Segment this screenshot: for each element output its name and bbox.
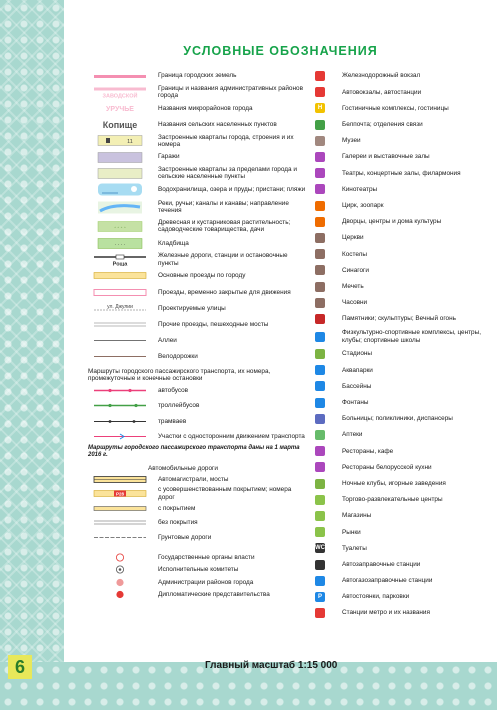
poi-icon bbox=[302, 201, 338, 211]
poi-icon bbox=[302, 298, 338, 308]
legend-label: Государственные органы власти bbox=[158, 553, 255, 561]
legend-label: Памятники; скульптуры; Вечный огонь bbox=[342, 315, 456, 323]
legend-item-poi bbox=[302, 492, 497, 508]
poi-icon bbox=[302, 381, 338, 391]
legend-item-poi bbox=[302, 589, 497, 605]
legend-label: Аптеки bbox=[342, 431, 363, 439]
symbol-sample: ЗАВОДСКОЙ bbox=[102, 93, 138, 99]
transport-heading: Маршруты городского пассажирского транспорта, их номера, промежуточные и конечные остановки bbox=[88, 368, 271, 383]
paved-road-symbol bbox=[86, 502, 154, 515]
legend-label: Автостоянки, парковки bbox=[342, 593, 410, 601]
closed-road-symbol bbox=[86, 286, 154, 299]
poi-icon bbox=[302, 120, 338, 130]
legend-label: Торгово-развлекательные центры bbox=[342, 496, 443, 504]
legend-label: Белпочта; отделения связи bbox=[342, 121, 423, 128]
poi-icon bbox=[302, 71, 338, 81]
legend-label: Мечеть bbox=[342, 282, 364, 290]
legend-label: Водохранилища, озера и пруды; пристани; пляжи bbox=[158, 185, 306, 193]
legend-item-poi bbox=[302, 278, 497, 294]
legend-item-poi bbox=[302, 133, 497, 149]
legend-right-column bbox=[302, 68, 497, 621]
legend-label: Кинотеатры bbox=[342, 185, 378, 193]
poi-icon bbox=[302, 332, 338, 342]
legend-item-poi bbox=[302, 411, 497, 427]
poi-icon bbox=[302, 527, 338, 537]
poi-icon bbox=[302, 462, 338, 472]
improved-road-symbol bbox=[86, 487, 154, 500]
poi-icon bbox=[302, 152, 338, 162]
trolleybus-symbol bbox=[86, 399, 154, 412]
roads-heading: Автомобильные дороги bbox=[148, 464, 218, 472]
legend-label: Бассейны bbox=[342, 382, 372, 390]
legend-item-poi bbox=[302, 246, 497, 262]
legend-label: Театры, концертные залы, филармония bbox=[342, 169, 461, 177]
legend-item-planned-street bbox=[86, 300, 306, 316]
legend-item-poi bbox=[302, 378, 497, 394]
legend-item-dirt-road bbox=[86, 530, 306, 545]
legend-item-poi bbox=[302, 443, 497, 459]
poi-icon bbox=[302, 217, 338, 227]
poi-icon: H bbox=[302, 103, 338, 113]
legend-item-village-name bbox=[86, 117, 306, 133]
legend-item-poi bbox=[302, 295, 497, 311]
legend-item-trolleybus bbox=[86, 398, 306, 414]
legend-label: Исполнительные комитеты bbox=[158, 566, 239, 574]
legend-item-poi bbox=[302, 508, 497, 524]
legend-item-poi bbox=[302, 262, 497, 278]
legend-label: Автовокзалы, автостанции bbox=[342, 88, 422, 96]
city-border-symbol bbox=[86, 70, 154, 83]
legend-label: Грунтовые дороги bbox=[158, 533, 212, 541]
legend-item-other-road bbox=[86, 316, 306, 332]
legend-item-poi bbox=[302, 198, 497, 214]
legend-item-alley bbox=[86, 333, 306, 349]
legend-item-closed-road bbox=[86, 284, 306, 300]
legend-label: Граница городских земель bbox=[158, 72, 237, 80]
poi-icon bbox=[302, 136, 338, 146]
svg-text:Роща: Роща bbox=[112, 261, 128, 267]
legend-label: Прочие проезды, пешеходные мосты bbox=[158, 320, 269, 328]
legend-label: Автозаправочные станции bbox=[342, 560, 421, 568]
poi-icon bbox=[302, 168, 338, 178]
page-number: 6 bbox=[8, 655, 32, 679]
svg-text:ул. Джулии: ул. Джулии bbox=[107, 303, 133, 310]
admin-symbol bbox=[86, 576, 154, 589]
legend-label: Церкви bbox=[342, 234, 364, 242]
dirt-road-symbol bbox=[86, 531, 154, 544]
svg-text:11: 11 bbox=[127, 139, 133, 146]
unpaved-road-symbol bbox=[86, 516, 154, 529]
svg-text:Копище: Копище bbox=[102, 120, 138, 131]
main-road-symbol bbox=[86, 269, 154, 282]
legend-item-poi bbox=[302, 556, 497, 572]
poi-icon bbox=[302, 430, 338, 440]
poi-icon bbox=[302, 608, 338, 618]
legend-item-garages bbox=[86, 149, 306, 165]
legend-item-poi bbox=[302, 214, 497, 230]
legend-label: Названия микрорайонов города bbox=[158, 104, 253, 112]
legend-item-improved-road bbox=[86, 486, 306, 501]
transport-note: Маршруты городского пассажирского транспорта даны на 1 марта 2016 г. bbox=[88, 444, 300, 458]
legend-item-admin bbox=[86, 576, 306, 589]
legend-item-poi bbox=[302, 165, 497, 181]
railway-symbol bbox=[86, 253, 154, 266]
legend-label: Рестораны, кафе bbox=[342, 447, 394, 455]
one-way-symbol bbox=[86, 430, 154, 443]
legend-label: Гостиничные комплексы, гостиницы bbox=[342, 104, 449, 112]
legend-label: с усовершенствованным покрытием; номера дорог bbox=[158, 486, 292, 501]
legend-page bbox=[64, 0, 497, 662]
legend-label: троллейбусов bbox=[158, 402, 200, 410]
poi-icon bbox=[302, 365, 338, 375]
svg-text:◦ ◦ ◦ ◦: ◦ ◦ ◦ ◦ bbox=[114, 224, 126, 231]
legend-label: Дипломатические представительства bbox=[158, 591, 270, 599]
legend-label: Застроенные кварталы города, строения и их номера bbox=[158, 133, 294, 148]
legend-label: Цирк, зоопарк bbox=[342, 201, 384, 209]
garages-symbol bbox=[86, 151, 154, 164]
bus-symbol bbox=[86, 384, 154, 397]
legend-item-poi bbox=[302, 427, 497, 443]
legend-item-one-way bbox=[86, 429, 306, 445]
main-scale: Главный масштаб 1:15 000 bbox=[205, 660, 338, 671]
legend-label: Древесная и кустарниковая растительность; садоводческие товарищества, дачи bbox=[158, 218, 291, 233]
legend-item-poi bbox=[302, 540, 497, 556]
legend-item-poi bbox=[302, 605, 497, 621]
highway-symbol bbox=[86, 473, 154, 486]
legend-label: Гаражи bbox=[158, 153, 180, 161]
poi-icon bbox=[302, 479, 338, 489]
alley-symbol bbox=[86, 334, 154, 347]
decorative-border-left bbox=[0, 0, 64, 710]
legend-item-rural-block bbox=[86, 165, 306, 181]
legend-item-water bbox=[86, 181, 306, 197]
legend-label: Застроенные кварталы за пределами города и сельские населенные пункты bbox=[158, 165, 297, 181]
legend-item-poi bbox=[302, 311, 497, 327]
cemetery-symbol bbox=[86, 237, 154, 250]
legend-label: Аквапарки bbox=[342, 366, 373, 374]
legend-label: Участки с односторонним движением транспорта bbox=[158, 433, 305, 441]
legend-label: Ночные клубы, игорные заведения bbox=[342, 479, 446, 487]
legend-item-main-road bbox=[86, 268, 306, 284]
legend-label: Автомагистрали, мосты bbox=[158, 475, 229, 483]
planned-street-symbol bbox=[86, 302, 154, 315]
legend-label: Реки, ручьи; каналы и канавы; направление течения bbox=[158, 199, 289, 214]
page-title: УСЛОВНЫЕ ОБОЗНАЧЕНИЯ bbox=[183, 44, 378, 58]
legend-left-column bbox=[86, 68, 306, 601]
poi-icon bbox=[302, 282, 338, 292]
poi-icon bbox=[302, 576, 338, 586]
legend-item-unpaved-road bbox=[86, 516, 306, 531]
legend-item-poi bbox=[302, 230, 497, 246]
legend-item-district-border bbox=[86, 84, 306, 100]
poi-icon: WC bbox=[315, 545, 325, 552]
legend-label: Туалеты bbox=[342, 544, 367, 552]
legend-item-cemetery bbox=[86, 236, 306, 252]
legend-label: Проезды, временно закрытые для движения bbox=[158, 288, 291, 296]
legend-label: Рынки bbox=[342, 528, 361, 536]
poi-icon bbox=[302, 511, 338, 521]
poi-icon bbox=[302, 265, 338, 275]
legend-item-poi bbox=[302, 573, 497, 589]
legend-label: Аллеи bbox=[158, 337, 177, 345]
legend-item-poi bbox=[302, 68, 497, 84]
legend-item-poi bbox=[302, 459, 497, 475]
legend-label: Галереи и выставочные залы bbox=[342, 153, 430, 161]
legend-item-forest bbox=[86, 217, 306, 236]
legend-label: Костелы bbox=[342, 250, 367, 258]
river-symbol bbox=[86, 201, 154, 214]
svg-text:УРУЧЬЕ: УРУЧЬЕ bbox=[106, 105, 134, 113]
bike-path-symbol bbox=[86, 350, 154, 363]
legend-label: Часовни bbox=[342, 299, 368, 307]
legend-label: Дворцы, центры и дома культуры bbox=[342, 218, 442, 226]
gov-symbol bbox=[86, 551, 154, 564]
legend-label: Основные проезды по городу bbox=[158, 272, 246, 280]
legend-item-poi bbox=[302, 346, 497, 362]
legend-item-highway bbox=[86, 472, 306, 487]
legend-label: без покрытия bbox=[158, 519, 198, 527]
poi-icon bbox=[302, 233, 338, 243]
legend-item-river bbox=[86, 198, 306, 217]
legend-label: Музеи bbox=[342, 137, 361, 145]
legend-item-poi bbox=[302, 181, 497, 197]
legend-item-exec bbox=[86, 563, 306, 576]
legend-label: Железнодорожный вокзал bbox=[342, 72, 421, 80]
legend-item-poi bbox=[302, 476, 497, 492]
legend-item-poi bbox=[302, 117, 497, 133]
exec-symbol bbox=[86, 563, 154, 576]
poi-icon bbox=[302, 414, 338, 424]
poi-icon bbox=[302, 495, 338, 505]
forest-symbol bbox=[86, 220, 154, 233]
district-border-symbol bbox=[86, 86, 154, 99]
legend-label: Администрации районов города bbox=[158, 578, 254, 586]
legend-label: Фонтаны bbox=[342, 399, 369, 406]
rural-block-symbol bbox=[86, 167, 154, 180]
built-block-symbol bbox=[86, 134, 154, 147]
legend-item-built-block bbox=[86, 133, 306, 149]
other-road-symbol bbox=[86, 318, 154, 331]
legend-item-poi bbox=[302, 84, 497, 100]
legend-item-microdistrict-name bbox=[86, 100, 306, 116]
legend-label: Больницы; поликлиники, диспансеры bbox=[342, 415, 453, 423]
legend-label: Границы и названия административных районов города bbox=[158, 84, 303, 100]
legend-item-bike-path bbox=[86, 349, 306, 365]
poi-icon bbox=[302, 314, 338, 324]
poi-icon bbox=[302, 249, 338, 259]
legend-label: автобусов bbox=[158, 386, 189, 394]
legend-label: трамваев bbox=[158, 417, 187, 425]
legend-item-city-border bbox=[86, 68, 306, 84]
water-symbol bbox=[86, 183, 154, 196]
legend-item-poi bbox=[302, 395, 497, 411]
legend-item-tram bbox=[86, 414, 306, 430]
diplo-symbol bbox=[86, 588, 154, 601]
poi-icon bbox=[302, 87, 338, 97]
legend-label: Стадионы bbox=[342, 350, 372, 358]
legend-label: Проектируемые улицы bbox=[158, 304, 226, 312]
legend-item-bus bbox=[86, 383, 306, 399]
legend-item-poi bbox=[302, 327, 497, 346]
tram-symbol bbox=[86, 415, 154, 428]
legend-item-diplo bbox=[86, 589, 306, 602]
legend-label: Рестораны белорусской кухни bbox=[342, 463, 432, 471]
legend-item-paved-road bbox=[86, 501, 306, 516]
legend-label: Кладбища bbox=[158, 239, 189, 247]
legend-item-poi bbox=[302, 362, 497, 378]
legend-label: Железные дороги, станции и остановочные пункты bbox=[158, 252, 288, 267]
poi-icon bbox=[302, 446, 338, 456]
legend-label: Физкультурно-спортивные комплексы, центры, клубы; спортивные школы bbox=[342, 329, 481, 344]
poi-icon bbox=[302, 184, 338, 194]
legend-label: с покрытием bbox=[158, 504, 196, 512]
poi-icon: P bbox=[302, 592, 338, 602]
svg-text:· · · ·: · · · · bbox=[114, 242, 126, 249]
legend-item-poi bbox=[302, 100, 497, 116]
poi-icon bbox=[302, 560, 338, 570]
legend-item-poi bbox=[302, 149, 497, 165]
legend-label: Автогазозаправочные станции bbox=[342, 577, 433, 585]
legend-label: Синагоги bbox=[342, 266, 369, 274]
poi-icon bbox=[302, 349, 338, 359]
legend-label: Станции метро и их названия bbox=[342, 609, 430, 617]
legend-label: Названия сельских населенных пунктов bbox=[158, 121, 277, 128]
legend-item-poi bbox=[302, 524, 497, 540]
legend-label: Магазины bbox=[342, 512, 372, 520]
legend-label: Велодорожки bbox=[158, 353, 198, 361]
legend-item-gov bbox=[86, 551, 306, 564]
svg-text:Р28: Р28 bbox=[115, 491, 125, 497]
microdistrict-name-symbol bbox=[86, 102, 154, 115]
legend-item-railway bbox=[86, 252, 306, 268]
village-name-symbol bbox=[86, 118, 154, 131]
poi-icon bbox=[302, 398, 338, 408]
